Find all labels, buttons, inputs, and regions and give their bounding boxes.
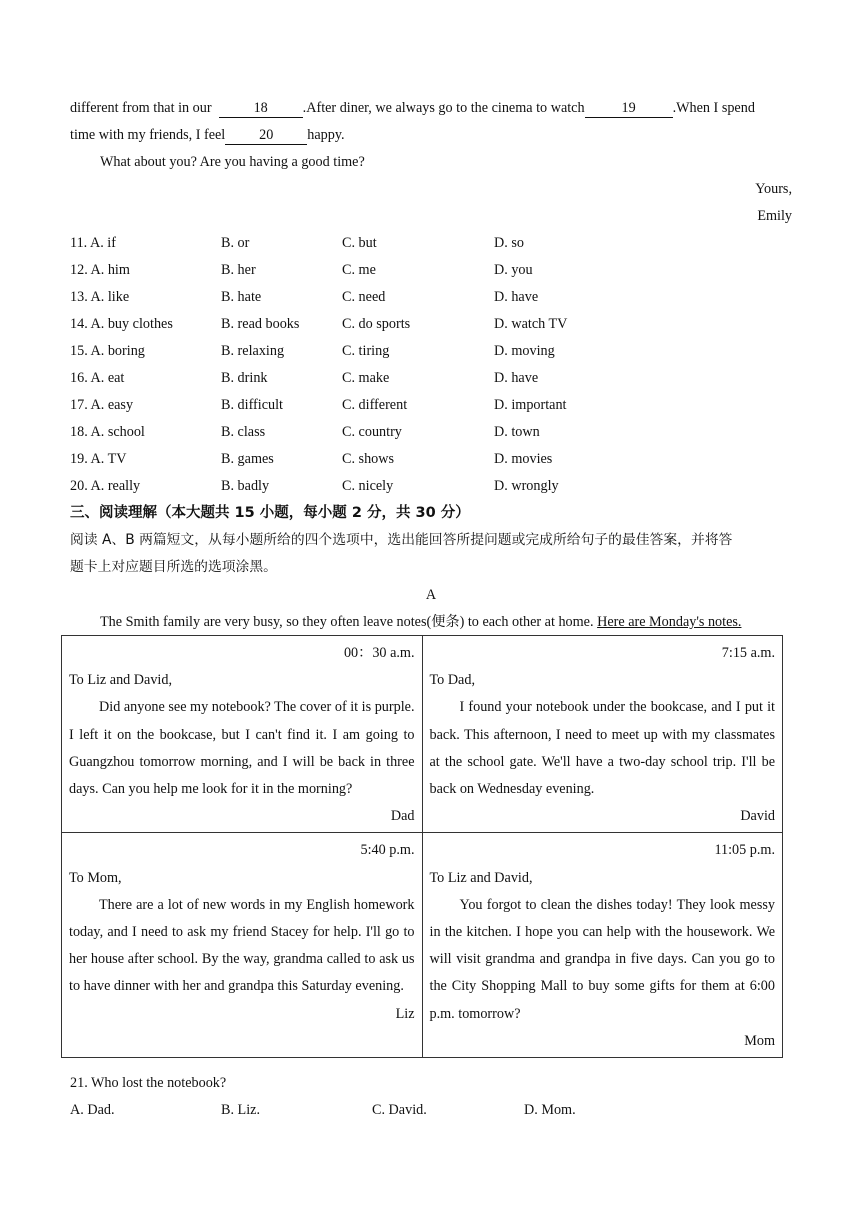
option-a: 13. A. like xyxy=(70,289,130,305)
option-c: C. me xyxy=(342,262,376,278)
option-d: D. you xyxy=(494,262,533,278)
option-a: 11. A. if xyxy=(70,235,116,251)
option-d: D. moving xyxy=(494,343,555,359)
note-time: 7:15 a.m. xyxy=(721,645,775,661)
letter-line-2 xyxy=(70,125,792,145)
option-a: 12. A. him xyxy=(70,262,130,278)
note-signature: Liz xyxy=(395,1005,415,1022)
option-d: D. Mom. xyxy=(524,1102,576,1118)
option-b: B. difficult xyxy=(221,397,284,413)
option-a: 16. A. eat xyxy=(70,370,125,386)
note-body: You forgot to clean the dishes today! They look messy in the kitchen. I hope you can help with the housework. We will visit grandma and grandpa in five days. Can you go to the City Shopping Mall to buy some gifts for them at 6:00 p.m. tomorrow? xyxy=(429,896,775,1022)
option-b: B. games xyxy=(221,451,274,467)
note-signature: Mom xyxy=(744,1032,775,1049)
option-c: C. need xyxy=(342,289,386,305)
option-c: C. different xyxy=(342,397,408,413)
note-dad xyxy=(62,636,423,833)
notes-row xyxy=(62,636,783,833)
note-signature: Dad xyxy=(390,808,415,825)
notes-table xyxy=(61,635,783,1058)
note-recipient: To Liz and David, xyxy=(429,869,533,886)
option-row xyxy=(70,395,792,415)
note-david xyxy=(422,636,783,833)
option-d: D. have xyxy=(494,370,539,386)
option-c: C. do sports xyxy=(342,316,411,332)
letter-text: time with my friends, I feel xyxy=(70,127,226,143)
option-c: C. country xyxy=(342,424,402,440)
option-a: 19. A. TV xyxy=(70,451,127,467)
instructions-line-2: 题卡上对应题目所选的选项涂黑。 xyxy=(70,559,277,575)
option-row xyxy=(70,314,792,334)
option-d: D. wrongly xyxy=(494,478,559,494)
option-c: C. nicely xyxy=(342,478,394,494)
letter-text: happy. xyxy=(307,127,345,143)
option-a: 14. A. buy clothes xyxy=(70,316,173,332)
option-row xyxy=(70,233,792,253)
letter-signature: Emily xyxy=(757,208,792,224)
note-body: There are a lot of new words in my English homework today, and I need to ask my friend Stacey for help. I'll go to her house after school. By the way, grandma called to ask us to have dinner with her and grandpa this Saturday evening. xyxy=(69,896,415,995)
option-a: A. Dad. xyxy=(70,1102,115,1118)
blank-20: 20 xyxy=(225,127,307,145)
passage-label: A xyxy=(425,587,437,603)
notes-row xyxy=(62,833,783,1058)
letter-line-1 xyxy=(70,98,792,118)
letter-line-3: What about you? Are you having a good time? xyxy=(100,154,365,170)
note-recipient: To Dad, xyxy=(429,672,475,689)
option-b: B. read books xyxy=(221,316,300,332)
option-c: C. shows xyxy=(342,451,395,467)
option-b: B. badly xyxy=(221,478,270,494)
note-recipient: To Liz and David, xyxy=(69,672,173,689)
note-mom xyxy=(422,833,783,1058)
option-a: 17. A. easy xyxy=(70,397,134,413)
option-d: D. important xyxy=(494,397,567,413)
option-d: D. watch TV xyxy=(494,316,568,332)
note-body: I found your notebook under the bookcase, and I put it back. This afternoon, I need to meet up with my classmates at the school gate. We'll have a two-day school trip. I'll be back on Wednesday evening. xyxy=(429,699,775,798)
note-time: 00：30 a.m. xyxy=(343,645,415,661)
option-c: C. David. xyxy=(372,1102,427,1118)
letter-closing: Yours, xyxy=(755,181,792,197)
option-b: B. drink xyxy=(221,370,268,386)
letter-text: .After diner, we always go to the cinema to watch xyxy=(302,100,585,116)
option-b: B. class xyxy=(221,424,266,440)
option-row xyxy=(70,449,792,469)
blank-19: 19 xyxy=(585,100,673,118)
option-a: 15. A. boring xyxy=(70,343,145,359)
option-c: C. make xyxy=(342,370,390,386)
option-d: D. have xyxy=(494,289,539,305)
question-21-options xyxy=(70,1100,792,1120)
section-heading: 三、阅读理解（本大题共 15 小题，每小题 2 分，共 30 分） xyxy=(70,505,470,521)
option-b: B. relaxing xyxy=(221,343,285,359)
passage-intro xyxy=(100,612,792,632)
blank-18: 18 xyxy=(219,100,303,118)
instructions-line-1: 阅读 A、B 两篇短文，从每小题所给的四个选项中，选出能回答所提问题或完成所给句子的最佳答案，并将答 xyxy=(70,532,733,548)
option-b: B. or xyxy=(221,235,250,251)
option-b: B. hate xyxy=(221,289,262,305)
intro-text: The Smith family are very busy, so they often leave notes(便条) to each other at home. xyxy=(100,614,598,630)
letter-text: different from that in our xyxy=(70,100,212,116)
option-row xyxy=(70,368,792,388)
option-d: D. movies xyxy=(494,451,553,467)
note-liz xyxy=(62,833,423,1058)
intro-underlined-text: Here are Monday's notes. xyxy=(597,614,742,630)
option-row xyxy=(70,287,792,307)
note-time: 11:05 p.m. xyxy=(714,842,775,859)
option-d: D. so xyxy=(494,235,524,251)
note-body: Did anyone see my notebook? The cover of it is purple. I left it on the bookcase, but I can't find it. I am going to Guangzhou tomorrow morning, and I will be back in three days. Can you help me look for it in the morning? xyxy=(69,699,415,798)
letter-text: .When I spend xyxy=(672,100,755,116)
option-row xyxy=(70,476,792,496)
option-c: C. tiring xyxy=(342,343,390,359)
option-row xyxy=(70,341,792,361)
option-b: B. Liz. xyxy=(221,1102,261,1118)
option-d: D. town xyxy=(494,424,540,440)
option-c: C. but xyxy=(342,235,377,251)
option-a: 20. A. really xyxy=(70,478,141,494)
option-a: 18. A. school xyxy=(70,424,145,440)
note-signature: David xyxy=(740,808,775,825)
question-21-stem: 21. Who lost the notebook? xyxy=(70,1075,227,1091)
option-row xyxy=(70,260,792,280)
option-row xyxy=(70,422,792,442)
note-recipient: To Mom, xyxy=(69,869,122,886)
option-b: B. her xyxy=(221,262,256,278)
note-time: 5:40 p.m. xyxy=(360,842,415,859)
